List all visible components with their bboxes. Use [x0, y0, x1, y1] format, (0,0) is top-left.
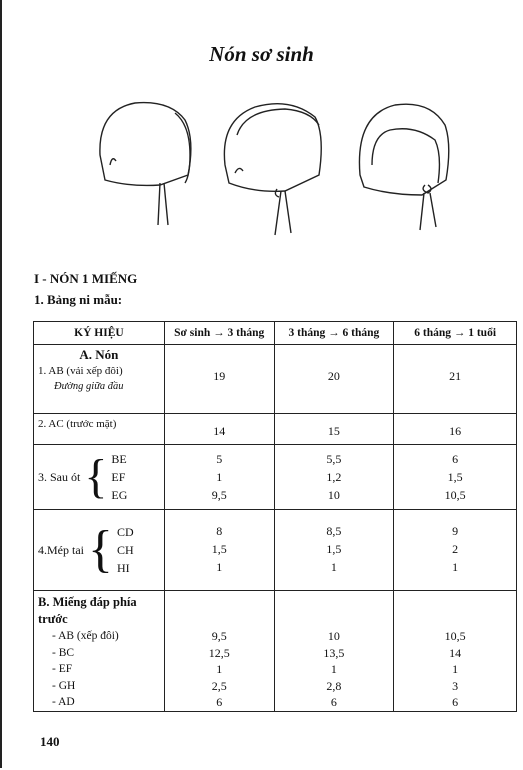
table-header: 3 tháng → 6 tháng: [274, 322, 394, 345]
table-cell: 6: [452, 695, 459, 709]
table-cell: 8,5: [326, 524, 342, 538]
measurement-table: [33, 321, 517, 712]
ab-label: 1. AB (vải xếp đôi): [38, 365, 123, 377]
sau-ot-key: EG: [111, 488, 128, 502]
section-heading: I - NÓN 1 MIẾNG: [34, 271, 138, 286]
mep-tai-key: CD: [116, 525, 134, 539]
sau-ot-label: 3. Sau ót: [38, 469, 81, 484]
brace: {: [88, 521, 113, 578]
table-cell: 8: [216, 524, 223, 538]
table-cell: 14: [449, 645, 462, 660]
table-cell: 13,5: [323, 645, 345, 660]
table-cell: 16: [449, 424, 462, 438]
table-cell: 15: [327, 424, 340, 438]
table-cell: 2,8: [326, 678, 342, 693]
group-b-label: - GH: [52, 679, 76, 692]
table-cell: 2,5: [211, 678, 227, 693]
table-cell: 10,5: [444, 488, 466, 502]
table-cell: 14: [213, 424, 226, 438]
table-row: [34, 510, 517, 591]
bonnet-illustration-3: [359, 104, 448, 230]
table-cell: 1,5: [447, 470, 463, 484]
table-cell: 1: [216, 470, 223, 484]
table-cell: 1: [330, 662, 337, 676]
page-title: Nón sơ sinh: [209, 42, 314, 66]
bonnet-illustrations: [90, 95, 460, 240]
table-cell: 9,5: [211, 488, 227, 502]
group-b-label: - BC: [52, 646, 75, 659]
group-b-label: - AB (xếp đôi): [52, 630, 119, 642]
table-cell: 1: [216, 560, 223, 574]
sau-ot-key: BE: [111, 452, 127, 466]
table-cell: 1: [452, 662, 459, 676]
group-b-heading: B. Miếng đáp phía trước: [38, 595, 137, 626]
table-cell: 1,2: [326, 470, 342, 484]
group-a-heading: A. Nón: [79, 347, 119, 362]
mep-tai-key: CH: [116, 543, 134, 557]
table-cell: 6: [452, 452, 459, 466]
table-cell: 10: [327, 629, 340, 643]
mep-tai-key: HI: [116, 561, 130, 575]
table-header-row: [34, 322, 517, 345]
page-number: 140: [40, 734, 60, 749]
table-cell: 1: [330, 560, 337, 574]
bonnet-illustration-2: [224, 104, 321, 235]
table-cell: 6: [330, 695, 337, 709]
ab-note: Đường giữa đầu: [54, 381, 124, 392]
table-cell: 1: [452, 560, 459, 574]
table-cell: 5,5: [326, 452, 342, 466]
table-cell: 2: [452, 542, 459, 556]
subsection-heading: 1. Bảng ni mẫu:: [34, 292, 123, 307]
table-cell: 1: [216, 662, 223, 676]
table-cell: 21: [449, 369, 462, 383]
table-cell: 9: [452, 524, 459, 538]
table-row: [34, 591, 517, 712]
table-row: [34, 445, 517, 510]
table-cell: 1,5: [211, 542, 227, 556]
table-cell: 9,5: [211, 629, 227, 643]
group-b-label: - EF: [52, 663, 73, 675]
table-cell: 12,5: [208, 645, 230, 660]
table-row: [34, 414, 517, 445]
table-cell: 6: [216, 695, 223, 709]
table-cell: 5: [216, 452, 223, 466]
sau-ot-key: EF: [111, 470, 126, 484]
table-cell: 1,5: [326, 542, 342, 556]
mep-tai-label: 4.Mép tai: [38, 542, 84, 557]
table-row: [34, 345, 517, 414]
table-header: KÝ HIỆU: [34, 322, 165, 345]
table-header: 6 tháng → 1 tuổi: [394, 322, 517, 345]
table-cell: 19: [213, 369, 226, 383]
table-header: Sơ sinh → 3 tháng: [164, 322, 274, 345]
table-cell: 10,5: [444, 629, 466, 643]
table-cell: 3: [452, 678, 459, 693]
bonnet-illustration-1: [100, 103, 191, 225]
ac-label: 2. AC (trước mặt): [38, 418, 117, 430]
group-b-label: - AD: [52, 696, 75, 708]
brace: {: [84, 450, 108, 503]
table-cell: 10: [327, 488, 340, 502]
table-cell: 20: [327, 369, 340, 383]
